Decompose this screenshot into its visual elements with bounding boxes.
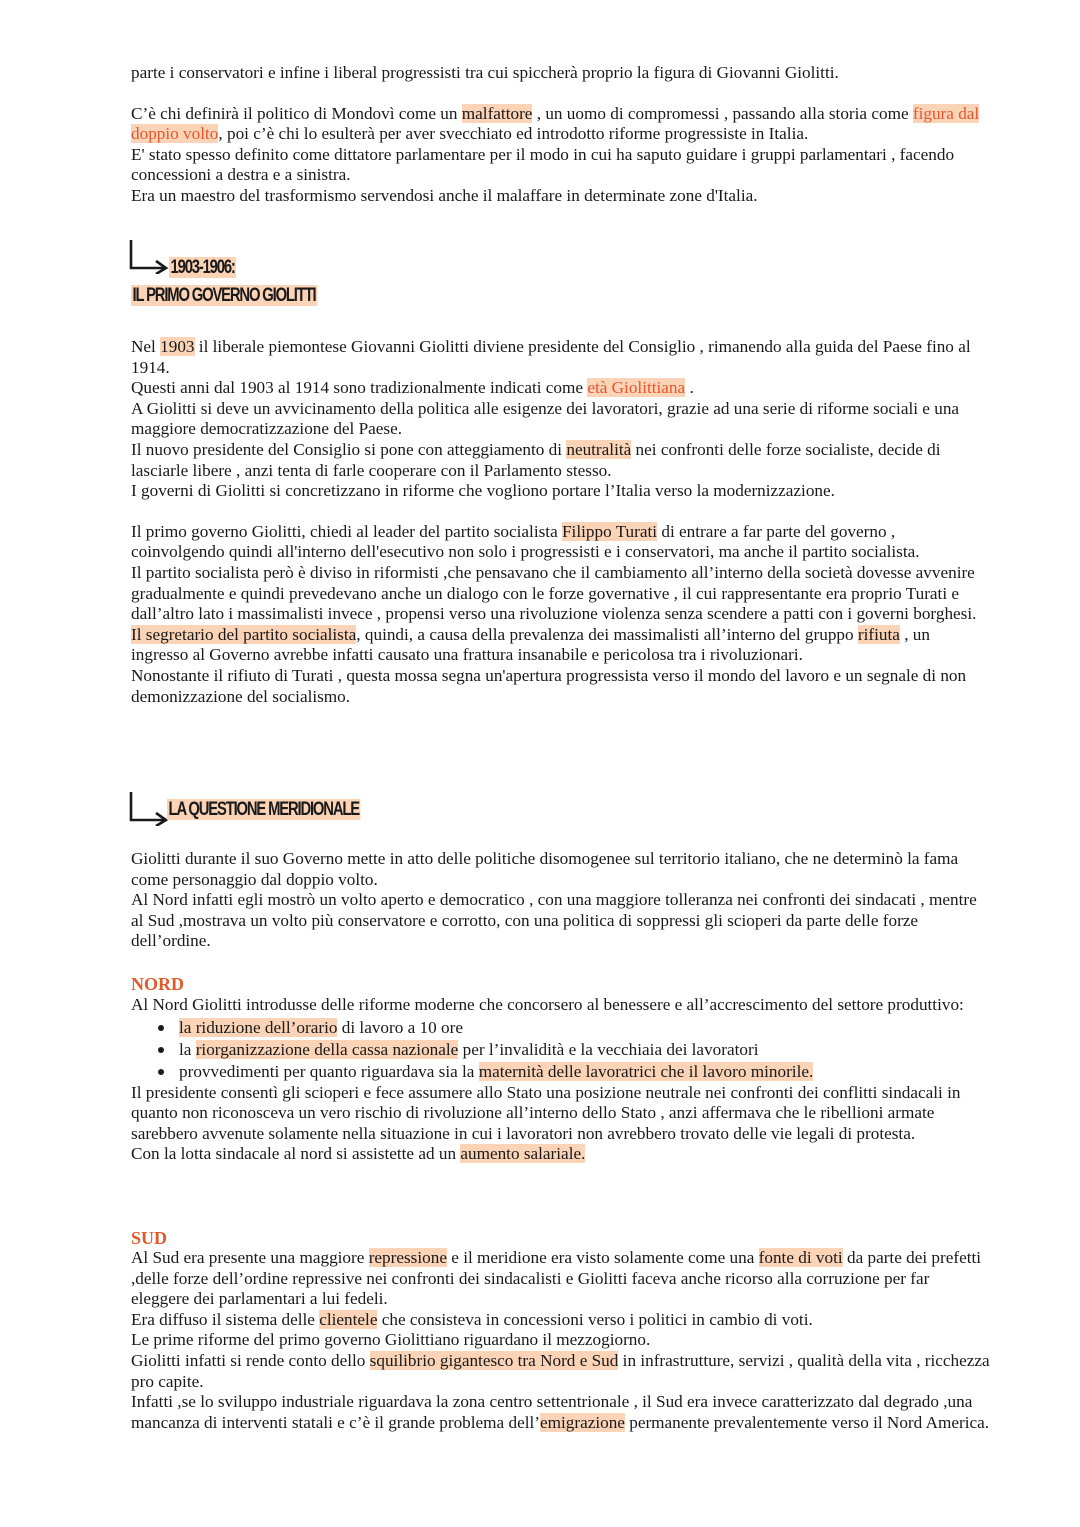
arrow-icon (128, 790, 170, 826)
text: in infrastrutture, servizi , qualità della vita , ricchezza pro capite. (131, 1350, 990, 1391)
heading-title-text: IL PRIMO GOVERNO GIOLITTI (132, 285, 316, 306)
text: Infatti ,se lo sviluppo industriale riguardava la zona centro settentrionale , il Sud era invece caratterizzato dal degrado ,una mancanza di interventi statali e c’è il grande problema dell’ (131, 1392, 973, 1432)
paragraph-riforme-sociali: A Giolitti si deve un avvicinamento della politica alle esigenze dei lavoratori, grazie ad una serie di riforme sociali e una maggiore democratizzazione del Paese. (131, 398, 960, 439)
paragraph-politiche-disomogenee: Giolitti durante il suo Governo mette in atto delle politiche disomogenee sul territorio italiano, che ne determinò la fama come personaggio dal doppio volto. (131, 849, 959, 889)
text: Il primo governo Giolitti, chiedi al leader del partito socialista (131, 521, 562, 541)
highlight-filippo-turati: Filippo Turati (562, 521, 658, 541)
list-item (131, 1061, 991, 1083)
highlight-malfattore: malfattore (461, 103, 533, 123)
text: Con la lotta sindacale al nord si assistette ad un (131, 1144, 461, 1164)
text: che consisteva in concessioni verso i politici in cambio di voti. (377, 1309, 813, 1329)
text: Al Sud era presente una maggiore (131, 1248, 369, 1267)
list-item (131, 1039, 991, 1061)
intro-paragraph-doppio-volto (131, 104, 991, 145)
highlight-repressione: repressione (368, 1248, 447, 1267)
section-heading-date (169, 256, 236, 280)
text: di lavoro a 10 ore (337, 1017, 463, 1037)
highlight-1903: 1903 (160, 337, 195, 356)
highlight-eta-giolittiana: età Giolittiana (587, 378, 686, 398)
riforme-list (131, 1017, 991, 1083)
paragraph-mezzogiorno: Le prime riforme del primo governo Giolittiano riguardano il mezzogiorno. (131, 1330, 651, 1350)
highlight-clientele: clientele (319, 1309, 378, 1329)
paragraph-apertura: Nonostante il rifiuto di Turati , questa mossa segna un'apertura progressista verso il mondo del lavoro e un segnale di non demonizzazione del socialismo. (131, 665, 967, 706)
paragraph-1903 (131, 337, 991, 378)
text: C’è chi definirà il politico di Mondovì come un (131, 103, 462, 123)
text: la (179, 1039, 196, 1059)
heading-date-text: 1903-1906: (170, 257, 235, 278)
text: provvedimenti per quanto riguardava sia la (179, 1061, 479, 1081)
highlight-riduzione-orario: la riduzione dell’orario (179, 1017, 338, 1037)
paragraph-clientele (131, 1310, 991, 1331)
text: per l’invalidità e la vecchiaia dei lavoratori (458, 1039, 759, 1059)
paragraph-scioperi: Il presidente consentì gli scioperi e fece assumere allo Stato una posizione neutrale nei confronti dei conflitti sindacali in quanto non riconosceva un vero rischio di rivoluzione all’interno dello Stato , anzi affermava che le ribellioni armate sarebbero avvenute solamente nella situazione in cui i lavoratori non avrebbero trovato delle vie legali di protesta. (131, 1082, 961, 1143)
highlight-aumento-salariale: aumento salariale. (460, 1144, 586, 1164)
intro-paragraph-dittatore: E' stato spesso definito come dittatore parlamentare per il modo in cui ha saputo guidare i gruppi parlamentari , facendo concessioni a destra e a sinistra. (131, 144, 955, 185)
text: , quindi, a causa della prevalenza dei massimalisti all’interno del gruppo (356, 624, 858, 644)
text: il liberale piemontese Giovanni Giolitti diviene presidente del Consiglio , rimanendo alla guida del Paese fino al 1914. (131, 337, 971, 377)
paragraph-modernizzazione: I governi di Giolitti si concretizzano in riforme che vogliono portare l’Italia verso la modernizzazione. (131, 481, 835, 501)
text: Nel (131, 337, 161, 356)
paragraph-rifiuto (131, 625, 991, 666)
text: Questi anni dal 1903 al 1914 sono tradizionalmente indicati come (131, 378, 588, 398)
paragraph-riformisti-massimalisti: Il partito socialista però è diviso in riformisti ,che pensavano che il cambiamento all’interno della società dovesse avvenire gradualmente e quindi prevedevano anche un dialogo con le forze governative , il cui rappresentante era proprio Turati e dall’altro lato i massimalisti invece , propensi verso una rivoluzione violenza senza scendere a patti con i governi borghesi. (131, 562, 977, 624)
text: da parte dei prefetti ,delle forze dell’ordine repressive nei confronti dei sindacalisti e Giolitti faceva anche ricorso alla corruzione per far eleggere dei parlamentari a lui fedeli. (131, 1248, 982, 1309)
highlight-neutralita: neutralità (566, 439, 632, 459)
highlight-maternita: maternità delle lavoratrici che il lavoro minorile. (478, 1061, 814, 1081)
highlight-fonte-di-voti: fonte di voti (758, 1248, 843, 1267)
text: , un uomo di compromessi , passando alla storia come (532, 103, 913, 123)
paragraph-aumento-salariale (131, 1144, 991, 1165)
paragraph-neutralita (131, 440, 991, 481)
intro-line: parte i conservatori e infine i liberal progressisti tra cui spiccherà proprio la figura di Giovanni Giolitti. (131, 63, 839, 82)
highlight-rifiuta: rifiuta (857, 624, 900, 644)
heading-title-text: LA QUESTIONE MERIDIONALE (168, 799, 359, 820)
text: e il meridione era visto solamente come una (446, 1248, 759, 1267)
paragraph-nord-sud: Al Nord infatti egli mostrò un volto aperto e democratico , con una maggiore tolleranza nei confronti dei sindacati , mentre al Sud ,mostrava un volto più conservatore e corrotto, con una politica di soppressi gli scioperi da parte delle forze dell’ordine. (131, 890, 977, 951)
subsection-title-nord: NORD (131, 974, 184, 994)
paragraph-squilibrio (131, 1351, 991, 1392)
paragraph-emigrazione (131, 1392, 991, 1433)
section-heading-primo-governo (131, 284, 317, 308)
text: . (685, 378, 694, 398)
section-sud (131, 1248, 991, 1433)
text: Il nuovo presidente del Consiglio si pone con atteggiamento di (131, 439, 567, 459)
paragraph-turati (131, 522, 991, 563)
list-item (131, 1017, 991, 1039)
highlight-segretario: Il segretario del partito socialista (131, 624, 357, 644)
text: , un ingresso al Governo avrebbe infatti causato una frattura insanabile e pericolosa tra i rivoluzionari. (131, 624, 930, 665)
text: Giolitti infatti si rende conto dello (131, 1350, 370, 1370)
section-primo-governo (131, 337, 991, 707)
text: , poi c’è chi lo esulterà per aver svecchiato ed introdotto riforme progressiste in Italia. (218, 124, 809, 144)
intro-paragraph-trasformismo: Era un maestro del trasformismo servendosi anche il malaffare in determinate zone d'Italia. (131, 185, 758, 205)
text: Era diffuso il sistema delle (131, 1309, 320, 1329)
highlight-figura-doppio-volto: figura dal doppio volto (131, 103, 980, 144)
section-questione-meridionale (131, 849, 991, 952)
paragraph-repressione (131, 1248, 991, 1310)
paragraph-nord-intro: Al Nord Giolitti introdusse delle riforme moderne che concorsero al benessere e all’accrescimento del settore produttivo: (131, 995, 964, 1014)
arrow-icon (128, 238, 170, 274)
text: di entrare a far parte del governo , coinvolgendo quindi all'interno dell'esecutivo non solo i progressisti e i conservatori, ma anche il partito socialista. (131, 521, 920, 562)
highlight-squilibrio: squilibrio gigantesco tra Nord e Sud (369, 1350, 619, 1370)
section-heading-questione-meridionale (167, 798, 361, 822)
text: permanente prevalentemente verso il Nord America. (624, 1412, 990, 1432)
section-nord (131, 995, 991, 1165)
text: nei confronti delle forze socialiste, decide di lasciarle libere , anzi tenta di farle cooperare con il Parlamento stesso. (131, 439, 941, 480)
intro-section (131, 63, 991, 207)
subsection-title-sud: SUD (131, 1228, 168, 1248)
highlight-cassa-nazionale: riorganizzazione della cassa nazionale (195, 1039, 459, 1059)
highlight-emigrazione: emigrazione (539, 1412, 625, 1432)
paragraph-eta-giolittiana (131, 378, 991, 399)
